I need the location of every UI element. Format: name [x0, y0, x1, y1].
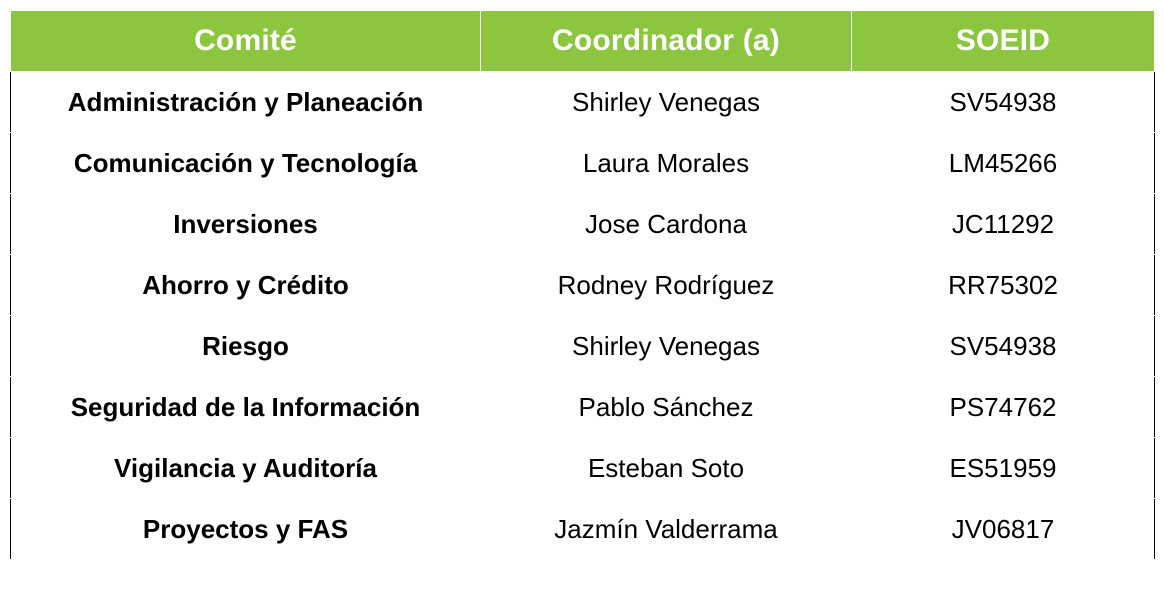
- cell-committee: Administración y Planeación: [11, 72, 481, 133]
- cell-committee: Seguridad de la Información: [11, 377, 481, 438]
- table-row: [11, 377, 1155, 438]
- committee-table: [10, 10, 1155, 560]
- table-row: [11, 194, 1155, 255]
- table-row: [11, 316, 1155, 377]
- cell-soeid: LM45266: [852, 133, 1155, 194]
- column-header-committee: Comité: [11, 11, 481, 72]
- table-row: [11, 438, 1155, 499]
- cell-committee: Vigilancia y Auditoría: [11, 438, 481, 499]
- table-row: [11, 133, 1155, 194]
- cell-committee: Inversiones: [11, 194, 481, 255]
- cell-committee: Proyectos y FAS: [11, 499, 481, 560]
- cell-committee: Comunicación y Tecnología: [11, 133, 481, 194]
- cell-committee: Riesgo: [11, 316, 481, 377]
- cell-coordinator: Shirley Venegas: [481, 316, 852, 377]
- cell-soeid: RR75302: [852, 255, 1155, 316]
- cell-coordinator: Jazmín Valderrama: [481, 499, 852, 560]
- document-page: [0, 10, 1164, 600]
- column-header-soeid: SOEID: [852, 11, 1155, 72]
- cell-soeid: SV54938: [852, 72, 1155, 133]
- cell-coordinator: Jose Cardona: [481, 194, 852, 255]
- cell-coordinator: Shirley Venegas: [481, 72, 852, 133]
- cell-soeid: JV06817: [852, 499, 1155, 560]
- cell-committee: Ahorro y Crédito: [11, 255, 481, 316]
- table-row: [11, 499, 1155, 560]
- cell-coordinator: Rodney Rodríguez: [481, 255, 852, 316]
- cell-coordinator: Esteban Soto: [481, 438, 852, 499]
- table-header-row: [11, 11, 1155, 72]
- cell-coordinator: Pablo Sánchez: [481, 377, 852, 438]
- cell-coordinator: Laura Morales: [481, 133, 852, 194]
- table-row: [11, 255, 1155, 316]
- column-header-coordinator: Coordinador (a): [481, 11, 852, 72]
- cell-soeid: SV54938: [852, 316, 1155, 377]
- cell-soeid: ES51959: [852, 438, 1155, 499]
- cell-soeid: PS74762: [852, 377, 1155, 438]
- cell-soeid: JC11292: [852, 194, 1155, 255]
- table-body: [11, 72, 1155, 560]
- table-header: [11, 11, 1155, 72]
- table-row: [11, 72, 1155, 133]
